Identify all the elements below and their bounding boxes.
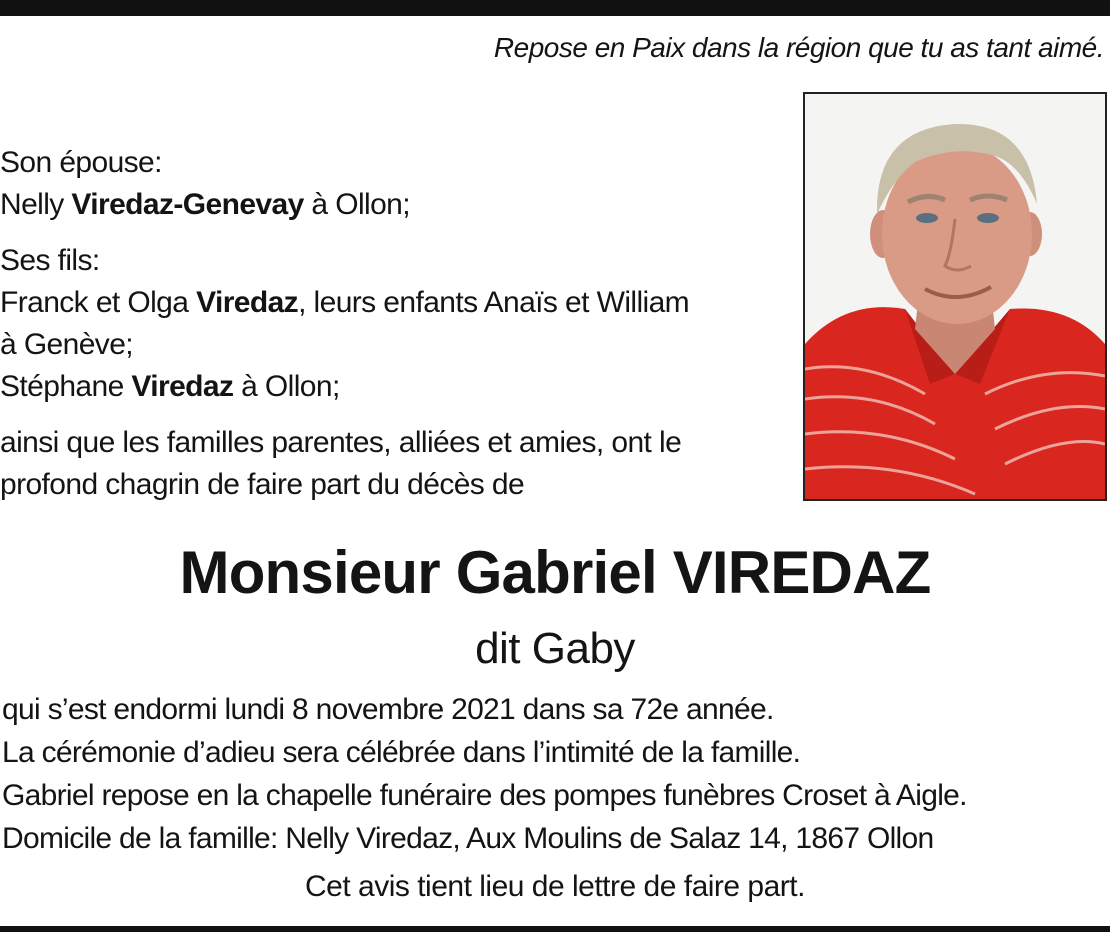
closing-line-2: profond chagrin de faire part du décès de (0, 468, 525, 501)
spouse-block (0, 142, 790, 226)
spouse-heading: Son épouse: (0, 146, 162, 179)
detail-line: qui s’est endormi lundi 8 novembre 2021 dans sa 72e année. (2, 693, 774, 726)
sons-heading: Ses fils: (0, 244, 100, 277)
bottom-rule (0, 926, 1110, 932)
notice-line: Cet avis tient lieu de lettre de faire part. (305, 870, 805, 903)
detail-line: Domicile de la famille: Nelly Viredaz, Aux Moulins de Salaz 14, 1867 Ollon (2, 822, 934, 855)
son2-line (0, 366, 790, 408)
closing-block (0, 422, 790, 506)
top-rule (0, 0, 1110, 16)
deceased-name: Monsieur Gabriel VIREDAZ (179, 539, 931, 606)
closing-line-1: ainsi que les familles parentes, alliées et amies, ont le (0, 426, 682, 459)
deceased-nickname: dit Gaby (475, 624, 635, 673)
son2-first-name: Stéphane (0, 370, 132, 403)
details-block (2, 688, 1108, 860)
detail-line: La cérémonie d’adieu sera célébrée dans l’intimité de la famille. (2, 736, 801, 769)
son1-line (0, 282, 790, 324)
sons-block (0, 240, 790, 408)
son2-place: à Ollon; (233, 370, 340, 403)
detail-line: Gabriel repose en la chapelle funéraire des pompes funèbres Croset à Aigle. (2, 779, 967, 812)
portrait-photo (803, 92, 1107, 501)
son1-first-names: Franck et Olga (0, 286, 197, 319)
epigraph: Repose en Paix dans la région que tu as tant aimé. (493, 32, 1104, 63)
spouse-first-name: Nelly (0, 188, 72, 221)
son1-last-name: Viredaz (196, 286, 299, 319)
spouse-line (0, 184, 790, 226)
spouse-last-name: Viredaz-Genevay (71, 188, 304, 221)
spouse-place: à Ollon; (303, 188, 410, 221)
son2-last-name: Viredaz (131, 370, 234, 403)
son1-children: , leurs enfants Anaïs et William (298, 286, 690, 319)
son1-place: à Genève; (0, 328, 134, 361)
portrait-illustration (805, 94, 1105, 499)
family-announcement (0, 142, 790, 520)
